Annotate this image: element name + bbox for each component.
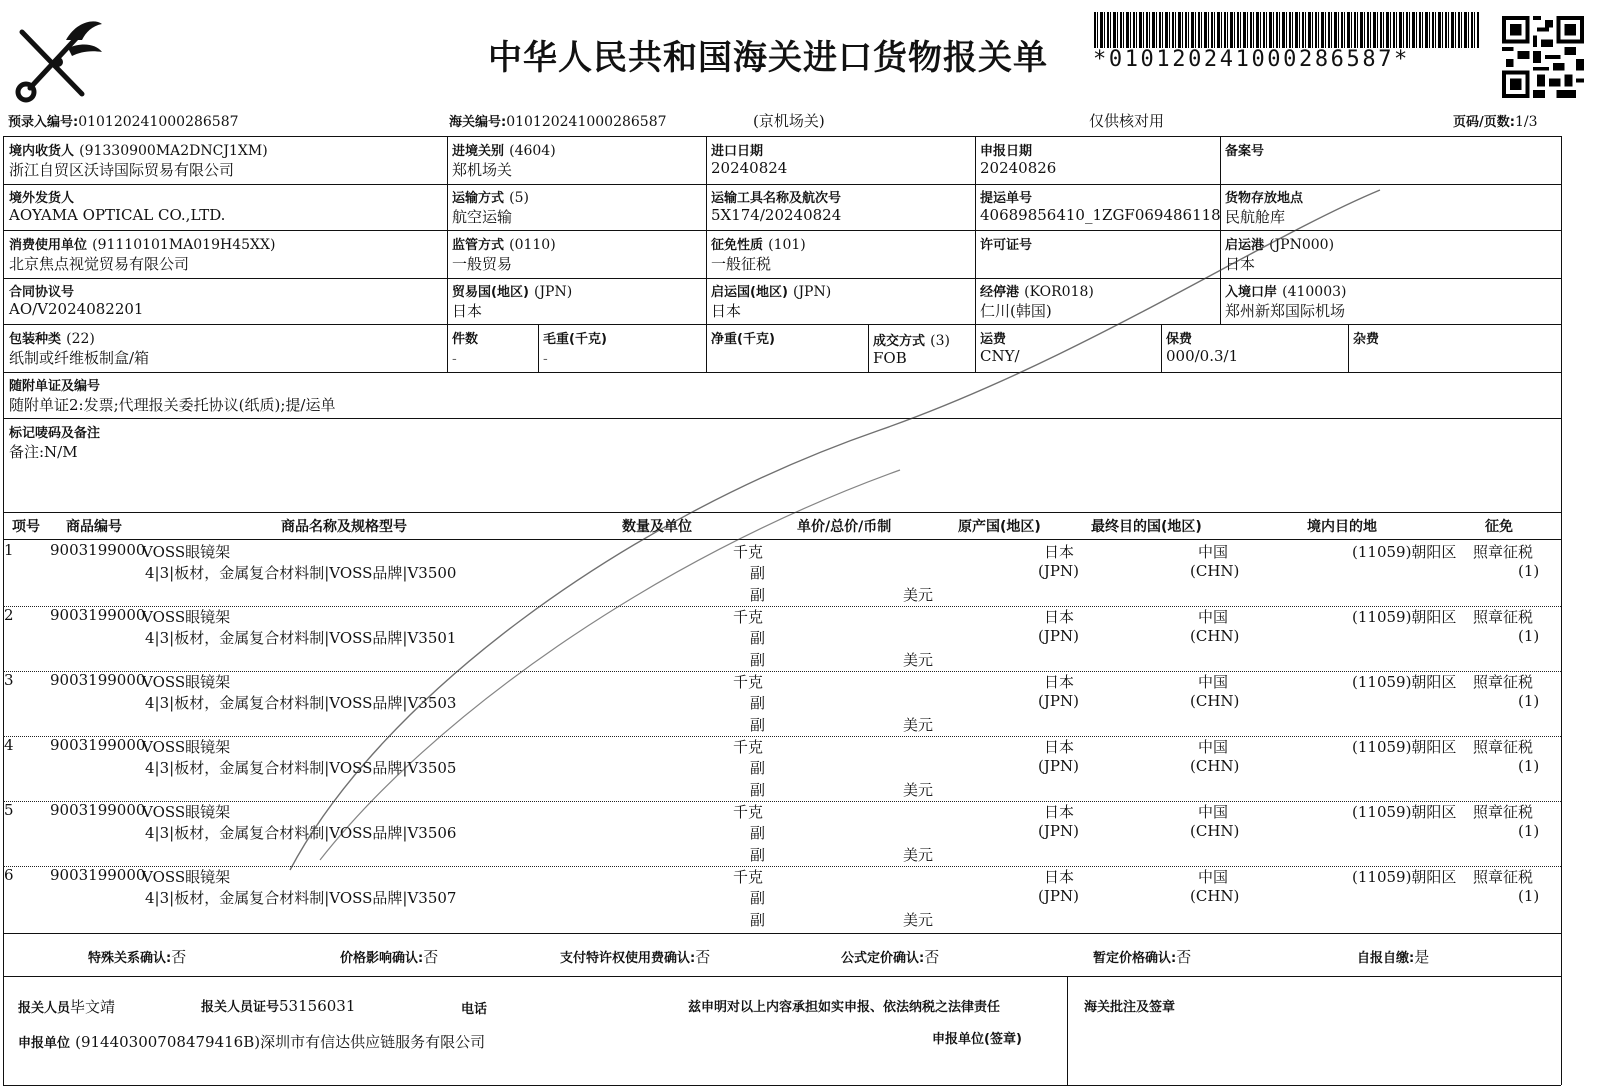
origin-country: 日本 [1044, 608, 1075, 626]
unit-pair-1: 副 [750, 694, 766, 712]
cell-supervision: 监管方式 (0110) 一般贸易 [452, 237, 556, 273]
goods-header-dest: 最终目的国(地区) [1091, 519, 1202, 535]
cell-transport-mode: 运输方式 (5) 航空运输 [452, 190, 529, 226]
cell-levy-nature: 征免性质 (101) 一般征税 [711, 237, 806, 273]
cell-license: 许可证号 [980, 238, 1033, 253]
commodity-spec: 4|3|板材，金属复合材料制|VOSS品牌|V3503 [145, 694, 457, 712]
document-title: 中华人民共和国海关进口货物报关单 [488, 38, 1048, 78]
currency: 美元 [903, 586, 934, 604]
currency: 美元 [903, 781, 934, 799]
item-number: 1 [4, 541, 14, 559]
commodity-spec: 4|3|板材，金属复合材料制|VOSS品牌|V3505 [145, 759, 457, 777]
domestic-destination: (11059)朝阳区 [1352, 738, 1457, 756]
dest-country-code: (CHN) [1190, 822, 1240, 840]
verify-note: 仅供核对用 [1089, 112, 1165, 130]
confirm-price: 价格影响确认:否 [340, 948, 439, 966]
origin-country-code: (JPN) [1038, 627, 1079, 645]
goods-header-item: 项号 [12, 519, 40, 535]
domestic-destination: (11059)朝阳区 [1352, 868, 1457, 886]
levy-method-code: (1) [1518, 627, 1540, 645]
levy-method-code: (1) [1518, 757, 1540, 775]
unit-pair-1: 副 [750, 889, 766, 907]
goods-header-domestic: 境内目的地 [1307, 519, 1377, 535]
declarant: 报关人员毕文靖 [18, 998, 116, 1016]
levy-method-code: (1) [1518, 562, 1540, 580]
commodity-name: VOSS眼镜架 [142, 868, 231, 886]
currency: 美元 [903, 846, 934, 864]
cell-trade-country: 贸易国(地区) (JPN) 日本 [452, 284, 573, 320]
cell-storage: 货物存放地点 民航舱库 [1225, 191, 1304, 226]
item-number: 4 [4, 736, 14, 754]
commodity-code: 9003199000 [50, 671, 146, 689]
commodity-code: 9003199000 [50, 866, 146, 884]
qr-code-icon [1502, 16, 1584, 98]
origin-country-code: (JPN) [1038, 692, 1079, 710]
unit-kg: 千克 [733, 803, 764, 821]
cell-entry-port: 入境口岸 (410003) 郑州新郑国际机场 [1225, 284, 1347, 320]
currency: 美元 [903, 651, 934, 669]
cell-bill: 提运单号 40689856410_1ZGF069486118 [980, 191, 1221, 224]
commodity-code: 9003199000 [50, 606, 146, 624]
levy-method: 照章征税 [1473, 543, 1534, 561]
cell-net-weight: 净重(千克) [711, 332, 775, 347]
origin-country: 日本 [1044, 803, 1075, 821]
dest-country: 中国 [1198, 803, 1229, 821]
dest-country: 中国 [1198, 868, 1229, 886]
levy-method-code: (1) [1518, 822, 1540, 840]
origin-country-code: (JPN) [1038, 562, 1079, 580]
levy-method-code: (1) [1518, 692, 1540, 710]
goods-header-code: 商品编号 [66, 519, 122, 535]
confirm-self-pay: 自报自缴:是 [1357, 948, 1430, 966]
confirm-provisional: 暂定价格确认:否 [1093, 948, 1192, 966]
currency: 美元 [903, 716, 934, 734]
origin-country-code: (JPN) [1038, 757, 1079, 775]
domestic-destination: (11059)朝阳区 [1352, 543, 1457, 561]
statement: 兹申明对以上内容承担如实申报、依法纳税之法律责任 [688, 1000, 1001, 1015]
customs-number: 海关编号:010120241000286587 [449, 114, 667, 130]
cell-vessel: 运输工具名称及航次号 5X174/20240824 [711, 191, 842, 224]
customs-office: (京机场关) [753, 112, 825, 130]
unit-kg: 千克 [733, 543, 764, 561]
commodity-code: 9003199000 [50, 541, 146, 559]
domestic-destination: (11059)朝阳区 [1352, 803, 1457, 821]
currency: 美元 [903, 911, 934, 929]
confirm-royalty: 支付特许权使用费确认:否 [560, 948, 711, 966]
commodity-name: VOSS眼镜架 [142, 673, 231, 691]
domestic-destination: (11059)朝阳区 [1352, 673, 1457, 691]
goods-header-qty: 数量及单位 [622, 519, 692, 535]
cell-package: 包装种类 (22) 纸制或纤维板制盒/箱 [9, 331, 150, 367]
dest-country: 中国 [1198, 608, 1229, 626]
origin-country: 日本 [1044, 673, 1075, 691]
commodity-spec: 4|3|板材，金属复合材料制|VOSS品牌|V3500 [145, 564, 457, 582]
cell-record-no: 备案号 [1225, 144, 1265, 159]
unit-pair-2: 副 [750, 716, 766, 734]
cell-transit-port: 经停港 (KOR018) 仁川(韩国) [980, 284, 1094, 320]
cell-consignee: 境内收货人 (91330900MA2DNCJ1XM) 浙江自贸区沃诗国际贸易有限公司 [9, 143, 268, 179]
dest-country: 中国 [1198, 543, 1229, 561]
item-number: 2 [4, 606, 14, 624]
cell-insurance: 保费 000/0.3/1 [1166, 332, 1239, 365]
dest-country-code: (CHN) [1190, 692, 1240, 710]
unit-pair-2: 副 [750, 586, 766, 604]
dest-country: 中国 [1198, 673, 1229, 691]
goods-header-name: 商品名称及规格型号 [281, 519, 407, 535]
phone-label: 电话 [461, 1002, 488, 1017]
goods-header-levy: 征免 [1485, 519, 1513, 535]
levy-method: 照章征税 [1473, 868, 1534, 886]
cell-marks: 标记唛码及备注 备注:N/M [9, 426, 101, 461]
unit-pair-2: 副 [750, 911, 766, 929]
cell-departure-port: 启运港 (JPN000) 日本 [1225, 237, 1335, 273]
cell-import-date: 进口日期 20240824 [711, 144, 788, 177]
cell-consumer: 消费使用单位 (91110101MA019H45XX) 北京焦点视觉贸易有限公司 [9, 237, 276, 273]
customs-sign-label: 海关批注及签章 [1084, 1000, 1176, 1015]
levy-method: 照章征税 [1473, 738, 1534, 756]
levy-method: 照章征税 [1473, 608, 1534, 626]
item-number: 5 [4, 801, 14, 819]
goods-header-origin: 原产国(地区) [958, 519, 1041, 535]
dest-country: 中国 [1198, 738, 1229, 756]
confirm-formula: 公式定价确认:否 [841, 948, 940, 966]
cell-origin-country: 启运国(地区) (JPN) 日本 [711, 284, 832, 320]
levy-method: 照章征税 [1473, 803, 1534, 821]
origin-country-code: (JPN) [1038, 887, 1079, 905]
cell-deal-mode: 成交方式 (3) FOB [873, 333, 950, 367]
unit-pair-1: 副 [750, 629, 766, 647]
cell-declare-date: 申报日期 20240826 [980, 144, 1057, 177]
commodity-code: 9003199000 [50, 801, 146, 819]
commodity-code: 9003199000 [50, 736, 146, 754]
cell-shipper: 境外发货人 AOYAMA OPTICAL CO.,LTD. [9, 191, 226, 224]
unit-pair-2: 副 [750, 781, 766, 799]
commodity-name: VOSS眼镜架 [142, 608, 231, 626]
unit-pair-2: 副 [750, 651, 766, 669]
goods-header-price: 单价/总价/币制 [797, 519, 892, 535]
declaring-unit: 申报单位 (91440300708479416B)深圳市有信达供应链服务有限公司 [18, 1033, 486, 1051]
cell-documents: 随附单证及编号 随附单证2:发票;代理报关委托协议(纸质);提/运单 [9, 379, 336, 414]
unit-kg: 千克 [733, 673, 764, 691]
pre-entry-number: 预录入编号:010120241000286587 [8, 114, 239, 130]
commodity-name: VOSS眼镜架 [142, 738, 231, 756]
cell-freight: 运费 CNY/ [980, 332, 1020, 365]
origin-country: 日本 [1044, 543, 1075, 561]
commodity-name: VOSS眼镜架 [142, 543, 231, 561]
barcode [1094, 12, 1479, 48]
dest-country-code: (CHN) [1190, 757, 1240, 775]
unit-pair-1: 副 [750, 759, 766, 777]
declarant-id: 报关人员证号53156031 [201, 997, 356, 1015]
levy-method: 照章征税 [1473, 673, 1534, 691]
unit-kg: 千克 [733, 868, 764, 886]
confirm-special: 特殊关系确认:否 [88, 948, 187, 966]
origin-country: 日本 [1044, 868, 1075, 886]
cell-pieces: 件数 - [452, 332, 479, 367]
unit-pair-2: 副 [750, 846, 766, 864]
dest-country-code: (CHN) [1190, 887, 1240, 905]
unit-pair-1: 副 [750, 564, 766, 582]
customs-emblem-icon [8, 18, 104, 104]
commodity-spec: 4|3|板材，金属复合材料制|VOSS品牌|V3506 [145, 824, 457, 842]
dest-country-code: (CHN) [1190, 627, 1240, 645]
dest-country-code: (CHN) [1190, 562, 1240, 580]
unit-kg: 千克 [733, 738, 764, 756]
item-number: 3 [4, 671, 14, 689]
unit-pair-1: 副 [750, 824, 766, 842]
origin-country: 日本 [1044, 738, 1075, 756]
cell-contract: 合同协议号 AO/V2024082201 [9, 285, 144, 318]
commodity-name: VOSS眼镜架 [142, 803, 231, 821]
origin-country-code: (JPN) [1038, 822, 1079, 840]
domestic-destination: (11059)朝阳区 [1352, 608, 1457, 626]
commodity-spec: 4|3|板材，金属复合材料制|VOSS品牌|V3507 [145, 889, 457, 907]
item-number: 6 [4, 866, 14, 884]
cell-entry-office: 进境关别 (4604) 郑机场关 [452, 143, 556, 179]
unit-kg: 千克 [733, 608, 764, 626]
cell-misc-fee: 杂费 [1353, 332, 1380, 347]
levy-method-code: (1) [1518, 887, 1540, 905]
unit-seal-label: 申报单位(签章) [932, 1032, 1022, 1047]
commodity-spec: 4|3|板材，金属复合材料制|VOSS品牌|V3501 [145, 629, 457, 647]
page-count: 页码/页数:1/3 [1453, 114, 1538, 130]
cell-gross-weight: 毛重(千克) - [543, 332, 607, 367]
barcode-text: *010120241000286587* [1093, 47, 1410, 72]
